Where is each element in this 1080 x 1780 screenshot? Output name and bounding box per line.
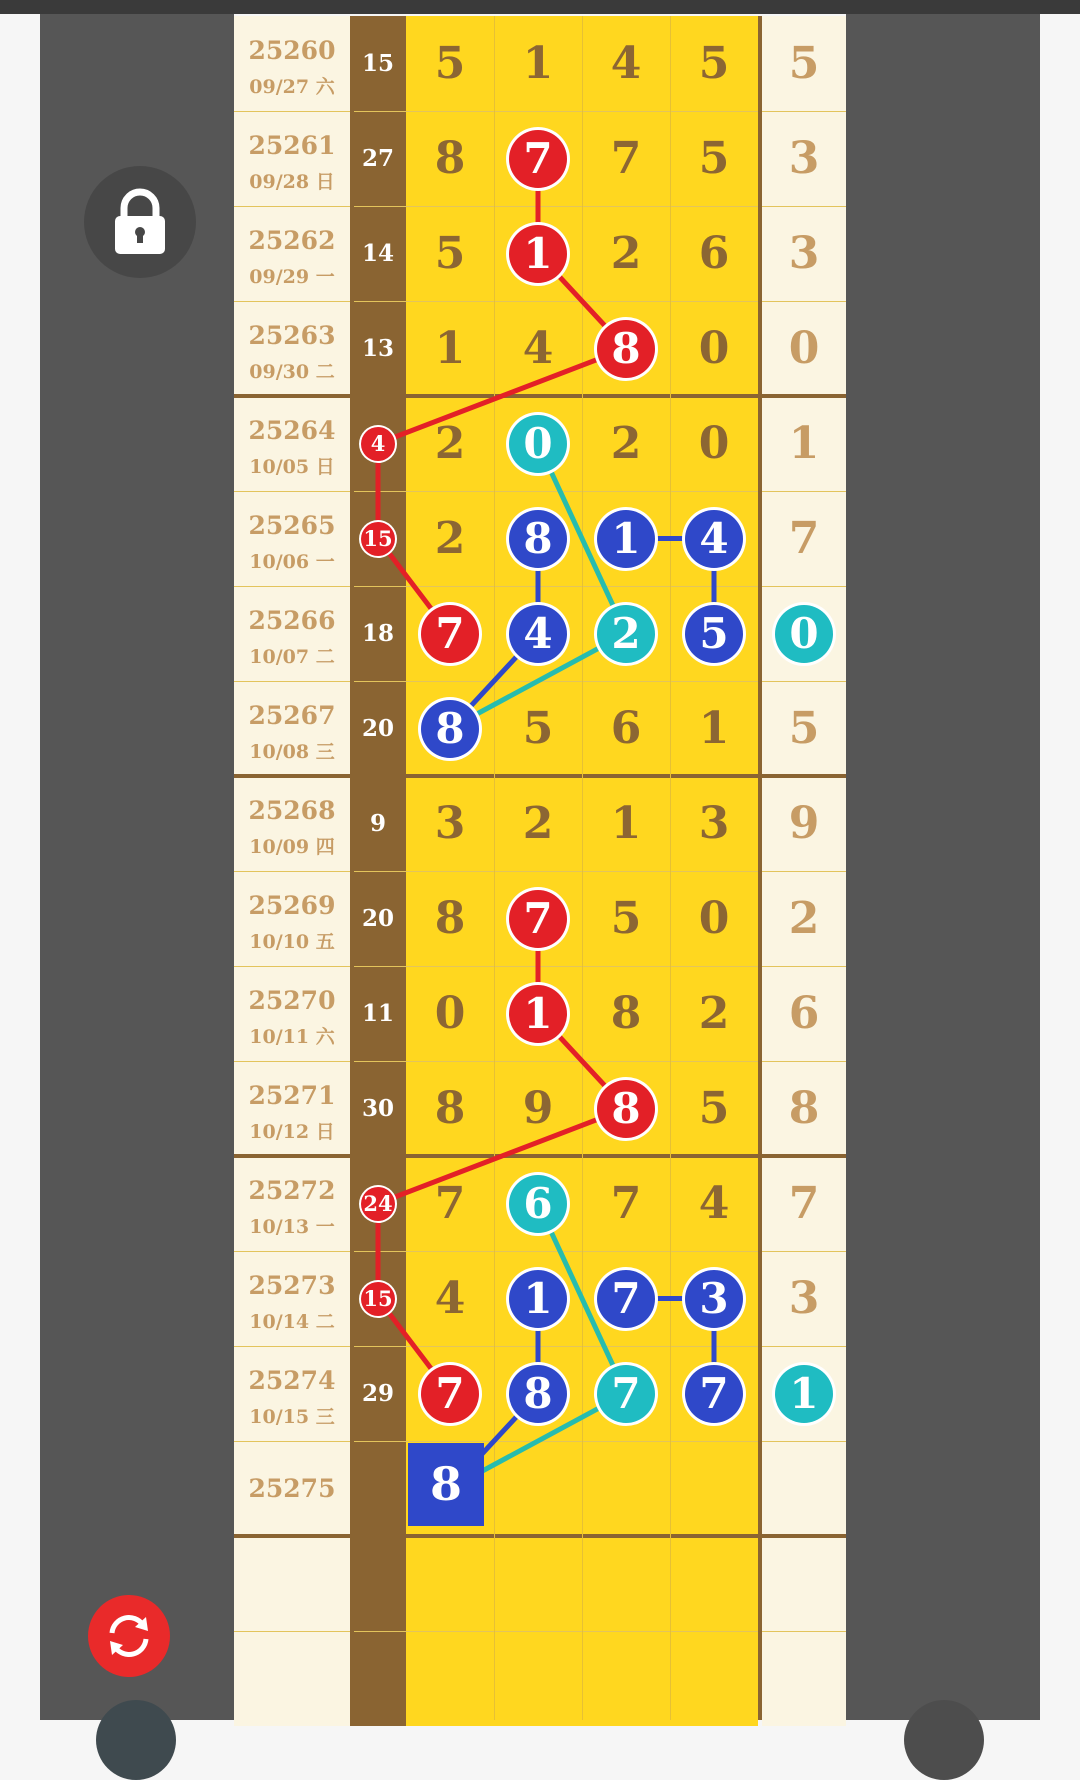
row-divider — [234, 111, 846, 112]
issue-cell — [234, 966, 350, 1061]
sum-cell — [350, 1631, 406, 1726]
sum-cell: 29 — [350, 1346, 406, 1441]
lock-button[interactable] — [84, 166, 196, 278]
issue-cell — [234, 681, 350, 776]
sum-cell: 18 — [350, 586, 406, 681]
issue-date: 09/28 日 — [249, 171, 335, 193]
predicted-digit-box: 8 — [408, 1443, 484, 1526]
refresh-button[interactable] — [88, 1595, 170, 1677]
digit-cell: 1 — [670, 681, 758, 776]
sum-cell — [350, 1536, 406, 1631]
red-ball-marker: 15 — [361, 1282, 395, 1316]
teal-ball-marker: 0 — [509, 415, 567, 473]
issue-date: 09/27 六 — [249, 76, 335, 98]
red-ball-marker: 8 — [597, 1080, 655, 1138]
sum-cell: 11 — [350, 966, 406, 1061]
teal-ball-marker: 2 — [597, 605, 655, 663]
extra-cell — [762, 1536, 846, 1631]
refresh-icon — [88, 1595, 170, 1677]
row-divider — [234, 301, 846, 302]
issue-date: 10/12 日 — [249, 1121, 335, 1143]
blue-ball-marker: 1 — [597, 510, 655, 568]
digit-cell: 3 — [670, 776, 758, 871]
digit-cell — [406, 1631, 494, 1726]
issue-number: 25261 — [248, 131, 336, 160]
group-divider — [234, 394, 846, 398]
digit-cell: 6 — [582, 681, 670, 776]
issue-date: 09/30 二 — [249, 361, 335, 383]
sum-cell: 30 — [350, 1061, 406, 1156]
blue-ball-marker: 4 — [509, 605, 567, 663]
issue-number: 25262 — [248, 226, 336, 255]
digit-cell: 0 — [670, 301, 758, 396]
issue-date: 10/11 六 — [249, 1026, 335, 1048]
digit-cell: 2 — [406, 396, 494, 491]
issue-cell — [234, 1156, 350, 1251]
row-divider — [234, 586, 846, 587]
right-panel — [846, 14, 1040, 1720]
row-divider — [234, 206, 846, 207]
digit-cell: 0 — [670, 396, 758, 491]
issue-cell — [234, 301, 350, 396]
sum-cell: 15 — [350, 16, 406, 111]
digit-cell — [494, 1631, 582, 1726]
digit-cell: 4 — [406, 1251, 494, 1346]
red-ball-marker: 7 — [509, 890, 567, 948]
issue-cell — [234, 1441, 350, 1536]
extra-cell: 0 — [762, 301, 846, 396]
teal-ball-marker: 0 — [775, 605, 833, 663]
issue-number: 25275 — [248, 1474, 336, 1503]
extra-cell: 5 — [762, 16, 846, 111]
bottom-left-button[interactable] — [96, 1700, 176, 1780]
issue-number: 25270 — [248, 986, 336, 1015]
issue-number: 25267 — [248, 701, 336, 730]
digit-cell: 5 — [406, 16, 494, 111]
issue-cell — [234, 586, 350, 681]
digit-cell: 5 — [406, 206, 494, 301]
digit-cell: 7 — [582, 111, 670, 206]
extra-cell: 7 — [762, 491, 846, 586]
group-divider — [234, 774, 846, 778]
issue-number: 25273 — [248, 1271, 336, 1300]
issue-date: 10/09 四 — [249, 836, 335, 858]
issue-cell — [234, 1061, 350, 1156]
issue-date: 10/07 二 — [249, 646, 335, 668]
blue-ball-marker: 3 — [685, 1270, 743, 1328]
column-separator — [350, 16, 354, 1720]
sum-cell: 20 — [350, 681, 406, 776]
digit-cell: 2 — [582, 396, 670, 491]
issue-cell — [234, 206, 350, 301]
bottom-right-button[interactable] — [904, 1700, 984, 1780]
digit-cell: 4 — [670, 1156, 758, 1251]
group-divider — [234, 1154, 846, 1158]
blue-ball-marker: 7 — [597, 1270, 655, 1328]
blue-ball-marker: 1 — [509, 1270, 567, 1328]
issue-cell — [234, 1346, 350, 1441]
teal-ball-marker: 6 — [509, 1175, 567, 1233]
digit-cell: 5 — [670, 1061, 758, 1156]
digit-cell: 5 — [582, 871, 670, 966]
digit-cell: 8 — [582, 966, 670, 1061]
sum-cell — [350, 1441, 406, 1536]
digit-cell: 6 — [670, 206, 758, 301]
digit-cell — [582, 1536, 670, 1631]
red-ball-marker: 7 — [509, 130, 567, 188]
digit-cell — [494, 1536, 582, 1631]
digit-cell — [582, 1631, 670, 1726]
sum-cell: 27 — [350, 111, 406, 206]
digit-cell — [670, 1631, 758, 1726]
digit-cell: 5 — [670, 111, 758, 206]
blue-ball-marker: 7 — [685, 1365, 743, 1423]
extra-cell: 7 — [762, 1156, 846, 1251]
row-divider — [234, 1631, 846, 1632]
extra-cell: 3 — [762, 111, 846, 206]
extra-cell — [762, 1441, 846, 1536]
red-ball-marker: 7 — [421, 1365, 479, 1423]
digit-cell — [406, 1536, 494, 1631]
issue-cell — [234, 871, 350, 966]
digit-cell: 1 — [494, 16, 582, 111]
digit-cell: 2 — [582, 206, 670, 301]
digit-cell — [670, 1441, 758, 1536]
issue-date: 10/15 三 — [249, 1406, 335, 1428]
issue-cell — [234, 1536, 350, 1631]
row-divider — [234, 681, 846, 682]
digit-cell: 0 — [406, 966, 494, 1061]
issue-date: 10/05 日 — [249, 456, 335, 478]
issue-cell — [234, 111, 350, 206]
row-divider — [234, 966, 846, 967]
red-ball-marker: 15 — [361, 522, 395, 556]
extra-cell: 5 — [762, 681, 846, 776]
extra-cell: 9 — [762, 776, 846, 871]
blue-ball-marker: 4 — [685, 510, 743, 568]
teal-ball-marker: 1 — [775, 1365, 833, 1423]
sum-cell: 20 — [350, 871, 406, 966]
blue-ball-marker: 8 — [509, 510, 567, 568]
trend-chart — [234, 16, 846, 1720]
blue-ball-marker: 8 — [509, 1365, 567, 1423]
extra-cell: 8 — [762, 1061, 846, 1156]
digit-cell — [582, 1441, 670, 1536]
issue-date: 10/10 五 — [249, 931, 335, 953]
digit-cell: 9 — [494, 1061, 582, 1156]
column-line — [670, 16, 671, 1720]
extra-cell — [762, 1631, 846, 1726]
digit-cell: 7 — [406, 1156, 494, 1251]
issue-number: 25266 — [248, 606, 336, 635]
issue-cell — [234, 1251, 350, 1346]
issue-date: 10/06 一 — [249, 551, 335, 573]
issue-number: 25272 — [248, 1176, 336, 1205]
issue-number: 25269 — [248, 891, 336, 920]
row-divider — [234, 1061, 846, 1062]
sum-cell: 13 — [350, 301, 406, 396]
issue-number: 25263 — [248, 321, 336, 350]
issue-cell — [234, 1631, 350, 1726]
red-ball-marker: 7 — [421, 605, 479, 663]
digit-cell: 2 — [406, 491, 494, 586]
issue-date: 10/08 三 — [249, 741, 335, 763]
extra-cell: 3 — [762, 1251, 846, 1346]
digit-cell: 5 — [670, 16, 758, 111]
red-ball-marker: 1 — [509, 985, 567, 1043]
extra-cell: 6 — [762, 966, 846, 1061]
issue-date: 10/14 二 — [249, 1311, 335, 1333]
teal-ball-marker: 7 — [597, 1365, 655, 1423]
digit-cell: 4 — [494, 301, 582, 396]
digit-cell: 5 — [494, 681, 582, 776]
red-ball-marker: 1 — [509, 225, 567, 283]
digit-cell: 1 — [582, 776, 670, 871]
red-ball-marker: 24 — [361, 1187, 395, 1221]
blue-ball-marker: 5 — [685, 605, 743, 663]
issue-cell — [234, 491, 350, 586]
sum-cell: 9 — [350, 776, 406, 871]
digit-cell — [494, 1441, 582, 1536]
issue-cell — [234, 16, 350, 111]
column-line — [494, 16, 495, 1720]
issue-number: 25260 — [248, 36, 336, 65]
red-ball-marker: 8 — [597, 320, 655, 378]
digit-cell: 4 — [582, 16, 670, 111]
issue-number: 25268 — [248, 796, 336, 825]
row-divider — [234, 871, 846, 872]
digit-cell: 8 — [406, 111, 494, 206]
extra-cell: 2 — [762, 871, 846, 966]
lock-icon — [84, 166, 196, 278]
status-bar — [0, 0, 1080, 14]
row-divider — [234, 1346, 846, 1347]
digit-cell: 0 — [670, 871, 758, 966]
blue-ball-marker: 8 — [421, 700, 479, 758]
digit-cell: 7 — [582, 1156, 670, 1251]
digit-cell: 1 — [406, 301, 494, 396]
group-divider — [234, 1534, 846, 1538]
issue-number: 25264 — [248, 416, 336, 445]
issue-number: 25274 — [248, 1366, 336, 1395]
extra-cell: 1 — [762, 396, 846, 491]
sum-cell: 14 — [350, 206, 406, 301]
row-divider — [234, 1251, 846, 1252]
extra-cell: 3 — [762, 206, 846, 301]
digit-cell: 2 — [494, 776, 582, 871]
digit-cell: 3 — [406, 776, 494, 871]
issue-number: 25265 — [248, 511, 336, 540]
digit-cell — [670, 1536, 758, 1631]
column-separator — [758, 16, 762, 1720]
digit-cell: 8 — [406, 1061, 494, 1156]
digit-cell: 8 — [406, 871, 494, 966]
issue-number: 25271 — [248, 1081, 336, 1110]
issue-cell — [234, 396, 350, 491]
issue-date: 10/13 一 — [249, 1216, 335, 1238]
red-ball-marker: 4 — [361, 427, 395, 461]
column-line — [582, 16, 583, 1720]
row-divider — [234, 491, 846, 492]
issue-cell — [234, 776, 350, 871]
digit-cell: 2 — [670, 966, 758, 1061]
row-divider — [234, 1441, 846, 1442]
issue-date: 09/29 一 — [249, 266, 335, 288]
